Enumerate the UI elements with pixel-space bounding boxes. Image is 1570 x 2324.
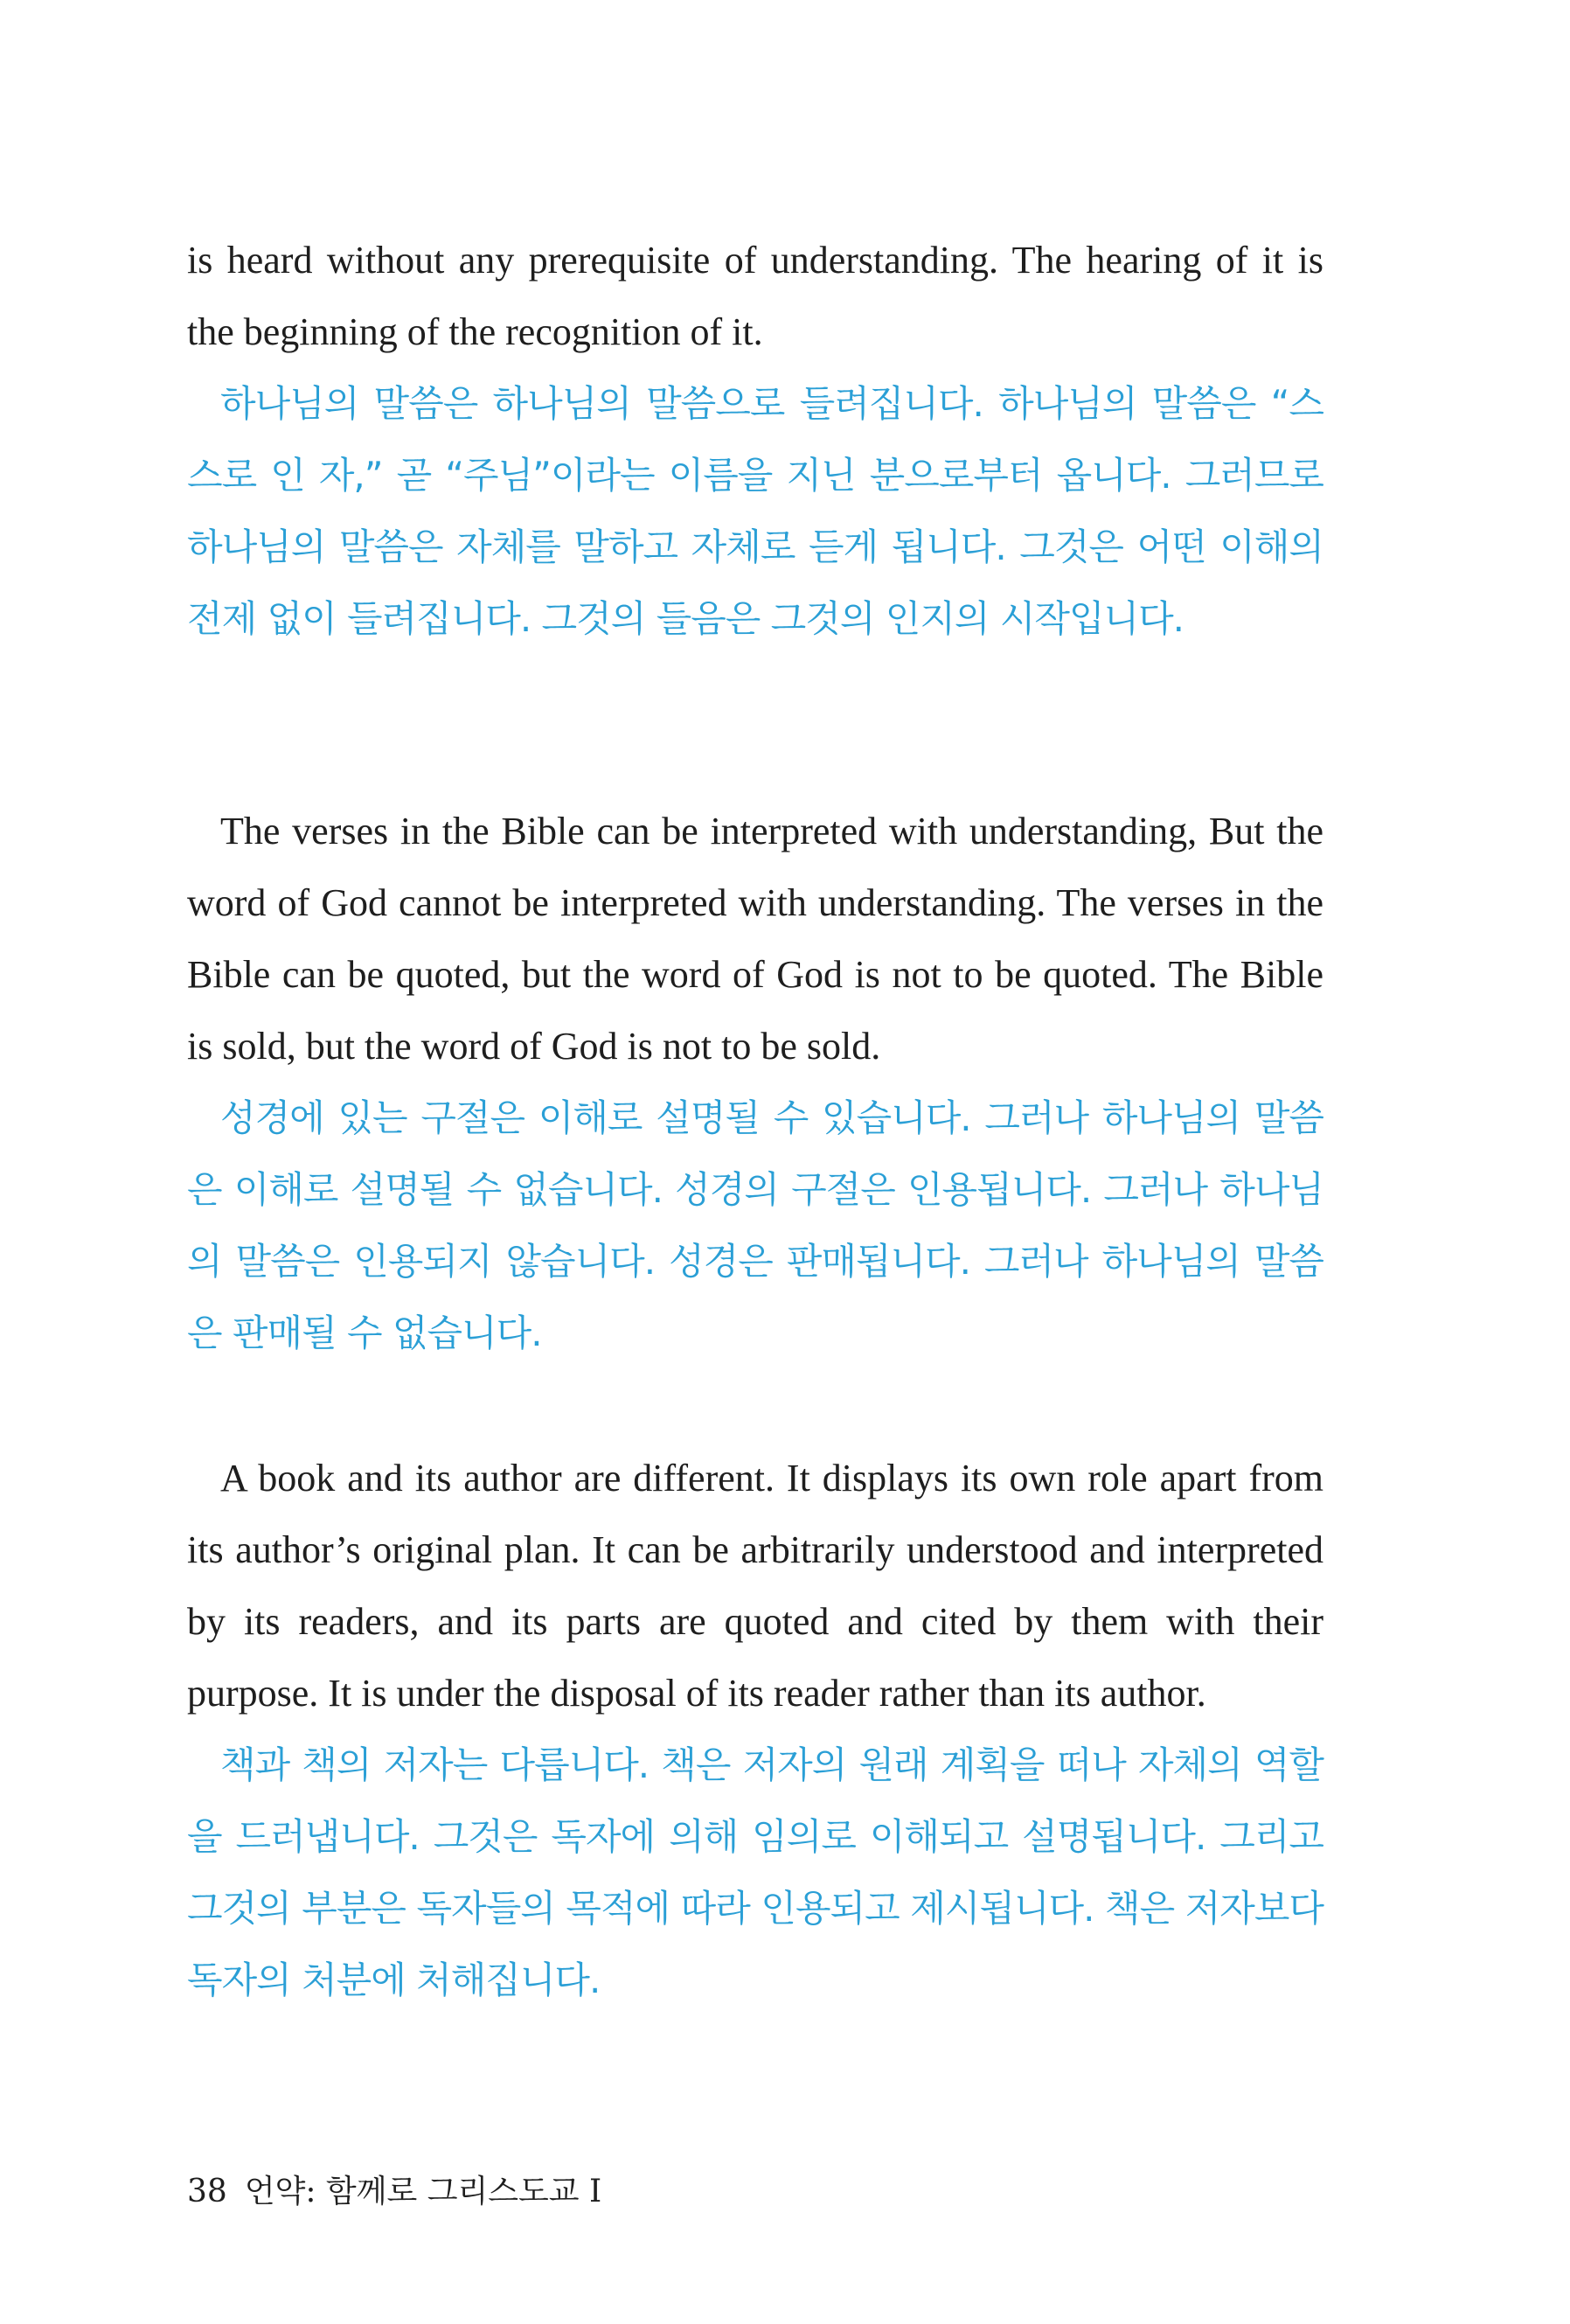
book-title: 언약: 함께로 그리스도교 I (244, 2174, 602, 2209)
english-paragraph: is heard without any prerequisite of understanding. The hearing of it is the beginning of the recognition of it. (187, 239, 1323, 353)
page-number: 38 (187, 2174, 227, 2209)
english-paragraph: The verses in the Bible can be interpreted with understanding, But the word of God cannot be interpreted with understanding. The verses in the Bible can be quoted, but the word of God is not to be quoted. The Bible is sold, but the word of God is not to be sold. (187, 810, 1323, 1068)
paragraph-block-1 (187, 225, 1323, 655)
english-paragraph: A book and its author are different. It displays its own role apart from its author’s original plan. It can be arbitrarily understood and interpreted by its readers, and its parts are quoted and cited by them with their purpose. It is under the disposal of its reader rather than its author. (187, 1457, 1323, 1715)
page-footer (187, 2167, 601, 2211)
korean-paragraph: 하나님의 말씀은 하나님의 말씀으로 들려집니다. 하나님의 말씀은 “스스로 인 자,” 곧 “주님”이라는 이름을 지닌 분으로부터 옵니다. 그러므로 하나님의 말씀은 자체를 말하고 자체로 듣게 됩니다. 그것은 어떤 이해의 전제 없이 들려집니다. 그것의 들음은 그것의 인지의 시작입니다. (187, 382, 1323, 640)
paragraph-block-2 (187, 796, 1323, 1369)
korean-paragraph: 성경에 있는 구절은 이해로 설명될 수 있습니다. 그러나 하나님의 말씀은 이해로 설명될 수 없습니다. 성경의 구절은 인용됩니다. 그러나 하나님의 말씀은 인용되지 않습니다. 성경은 판매됩니다. 그러나 하나님의 말씀은 판매될 수 없습니다. (187, 1096, 1323, 1354)
korean-paragraph: 책과 책의 저자는 다릅니다. 책은 저자의 원래 계획을 떠나 자체의 역할을 드러냅니다. 그것은 독자에 의해 임의로 이해되고 설명됩니다. 그리고 그것의 부분은 독자들의 목적에 따라 인용되고 제시됩니다. 책은 저자보다 독자의 처분에 처해집니다. (187, 1743, 1323, 2001)
paragraph-block-3 (187, 1443, 1323, 2016)
